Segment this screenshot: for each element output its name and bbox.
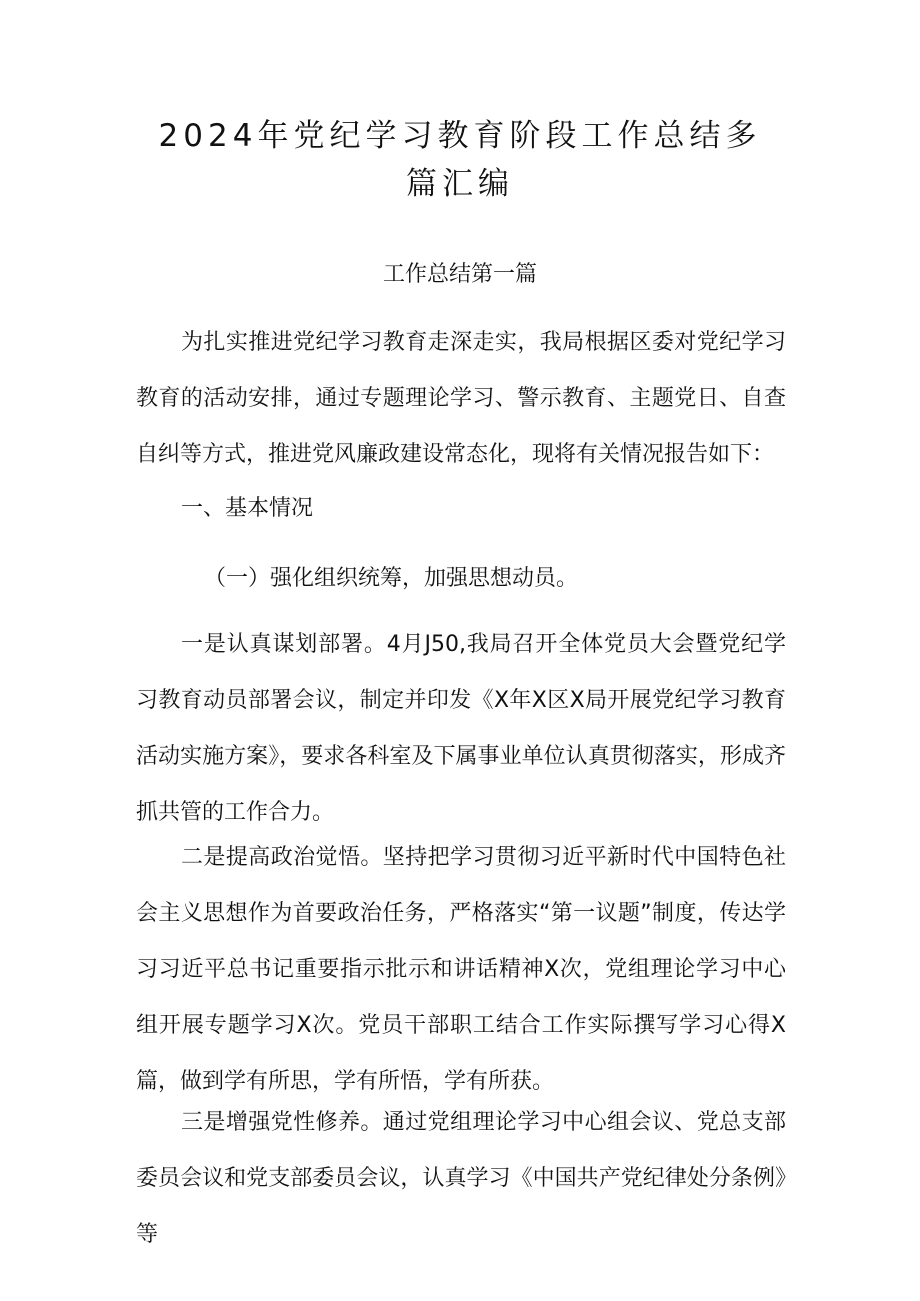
document-title: 2024年党纪学习教育阶段工作总结多篇汇编 xyxy=(158,118,762,202)
heading-basic-situation: 一、基本情况 xyxy=(181,496,314,521)
section-title: 工作总结第一篇 xyxy=(382,262,537,287)
subheading-organization: （一）强化组织统筹，加强思想动员。 xyxy=(204,566,579,591)
paragraph-political-awareness: 二是提高政治觉悟。坚持把学习贯彻习近平新时代中国特色社会主义思想作为首要政治任务，严格落实“第一议题”制度，传达学习习近平总书记重要指示批示和讲话精神X次，党组理论学习中心组开展专题学习X次。党员干部职工结合工作实际撰写学习心得X篇，做到学有所思，学有所悟，学有所获。 xyxy=(136,845,786,1094)
paragraph-planning: 一是认真谋划部署。4月J50,我局召开全体党员大会暨党纪学习教育动员部署会议，制定并印发《X年X区X局开展党纪学习教育活动实施方案》，要求各科室及下属事业单位认真贯彻落实，形成齐抓共管的工作合力。 xyxy=(136,632,786,825)
paragraph-party-spirit: 三是增强党性修养。通过党组理论学习中心组会议、党总支部委员会议和党支部委员会议，认真学习《中国共产党纪律处分条例》等 xyxy=(136,1110,786,1247)
intro-paragraph: 为扎实推进党纪学习教育走深走实，我局根据区委对党纪学习教育的活动安排，通过专题理论学习、警示教育、主题党日、自查自纠等方式，推进党风廉政建设常态化，现将有关情况报告如下： xyxy=(136,330,786,467)
